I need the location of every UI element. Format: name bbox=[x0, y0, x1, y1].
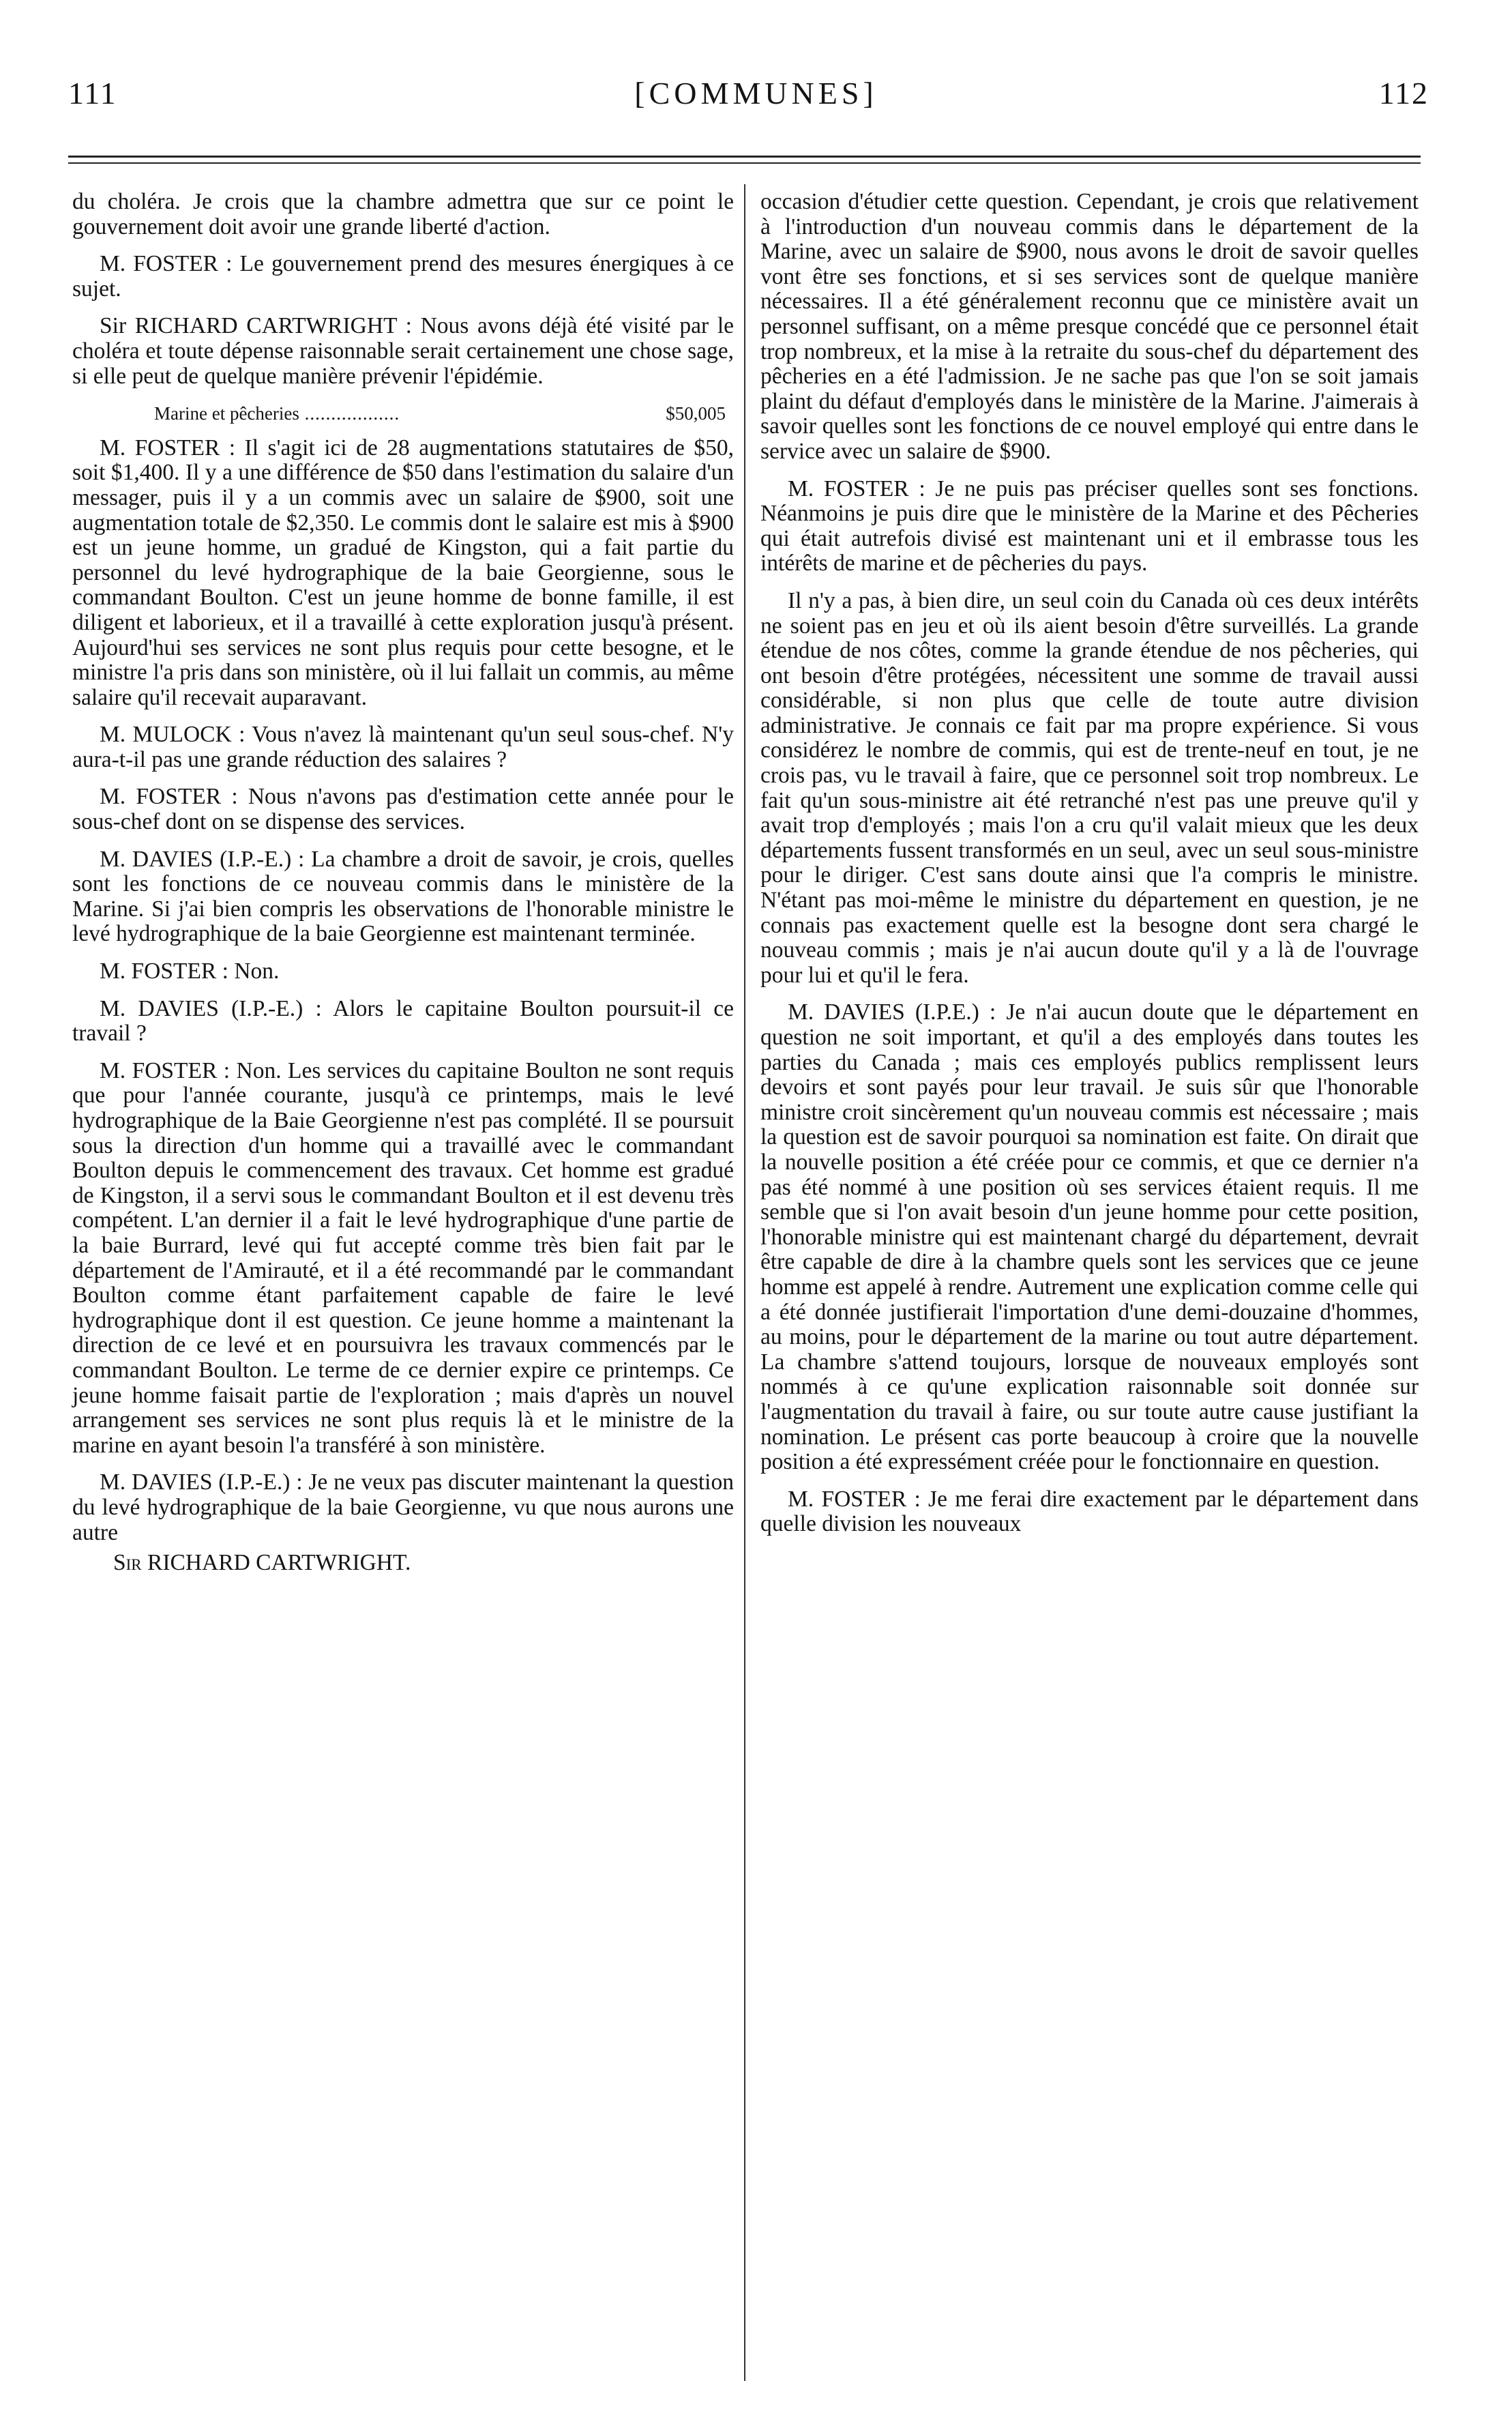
paragraph: M. DAVIES (I.P.E.) : Je n'ai aucun doute que le département en question ne soit important, et qu'il a des employés dans toutes les parties du Canada ; mais ces employés publics remplissent leurs devoirs et sont payés pour leur travail. Je suis sûr que l'honorable ministre croit sincèrement qu'un nouveau commis est nécessaire ; mais la question est de savoir pourquoi sa nomination est faite. On dirait que la nouvelle position a été créée pour ce commis, et que ce dernier n'a pas été nommé à une position où ses services étaient requis. Il me semble que si l'on avait besoin d'un jeune homme pour cette position, l'honorable ministre qui est maintenant chargé du département, devrait être capable de dire à la chambre quels sont les services que ce jeune homme est appelé à rendre. Autrement une explication comme celle qui a été donnée justifierait l'importation d'une demi-douzaine d'hommes, au moins, pour le département de la marine ou tout autre département. La chambre s'attend toujours, lorsque de nouveaux employés sont nommés à ce qu'une explication raisonnable soit donnée sur l'augmentation du travail à faire, ou sur toute autre cause justifiant la nomination. Le présent cas porte beaucoup à croire que la nouvelle position a été expressément créée pour le fonctionnaire en question. bbox=[760, 999, 1419, 1475]
paragraph: M. DAVIES (I.P.-E.) : Alors le capitaine Boulton poursuit-il ce travail ? bbox=[72, 995, 734, 1047]
page-header bbox=[0, 0, 1512, 164]
paragraph: Il n'y a pas, à bien dire, un seul coin du Canada où ces deux intérêts ne soient pas en jeu et où ils aient besoin d'être surveillés. La grande étendue de nos côtes, comme la grande étendue de nos pêcheries, qui ont besoin d'être protégées, nécessitent une somme de travail aussi considérable, si non plus que celle de toute autre division administrative. Je connais ce fait par ma propre expérience. Si vous considérez le nombre de commis, qui est de trente-neuf en tout, je ne crois pas, vu le travail à faire, que ce personnel soit trop nombreux. Le fait qu'un sous-ministre ait été retranché n'est pas une preuve qu'il y avait trop d'employés ; mais l'on a cru qu'il valait mieux que les deux départements fussent transformés en un seul, avec un seul sous-ministre pour le diriger. C'est sans doute ainsi que l'a compris le ministre. N'étant pas moi-même le ministre du département en question, je ne connais pas exactement quelle est la besogne dont sera chargé le nouveau commis ; mais je n'ai aucun doute qu'il y a là de l'ouvrage pour lui et qu'il le fera. bbox=[760, 587, 1419, 988]
estimate-item-amount: $50,005 bbox=[666, 403, 726, 424]
header-rule-top bbox=[68, 156, 1421, 158]
paragraph: M. FOSTER : Nous n'avons pas d'estimation cette année pour le sous-chef dont on se dispense des services. bbox=[72, 784, 734, 835]
paragraph: M. FOSTER : Je ne puis pas préciser quelles sont ses fonctions. Néanmoins je puis dire que le ministère de la Marine et des Pêcheries qui était autrefois divisé est maintenant uni et il embrasse tous les intérêts de marine et de pêcheries du pays. bbox=[760, 476, 1419, 576]
paragraph: M. DAVIES (I.P.-E.) : Je ne veux pas discuter maintenant la question du levé hydrographique de la baie Georgienne, vu que nous aurons une autre bbox=[72, 1469, 734, 1545]
header-rule-bottom bbox=[68, 162, 1421, 164]
paragraph: M. FOSTER : Non. bbox=[100, 959, 280, 984]
page-number-left: 111 bbox=[68, 76, 117, 111]
paragraph: M. FOSTER : Il s'agit ici de 28 augmentations statutaires de $50, soit $1,400. Il y a une différence de $50 dans l'estimation du salaire d'un messager, puis il y a un commis avec un salaire de $900, soit une augmentation totale de $2,350. Le commis dont le salaire est mis à $900 est un jeune homme, un gradué de Kingston, qui a fait partie du personnel du levé hydrographique de la baie Georgienne, sous le commandant Boulton. C'est un jeune homme de bonne famille, il est diligent et laborieux, et il a travaillé à cette exploration jusqu'à présent. Aujourd'hui ses services ne sont plus requis pour cette besogne, et le ministre l'a pris dans son ministère, où il lui fallait un commis, au même salaire qu'il recevait auparavant. bbox=[72, 435, 734, 710]
paragraph: M. FOSTER : Non. Les services du capitaine Boulton ne sont requis que pour l'année courante, jusqu'à ce printemps, mais le levé hydrographique de la Baie Georgienne n'est pas complété. Il se poursuit sous la direction d'un homme qui a travaillé avec le commandant Boulton depuis le commencement des travaux. Cet homme est gradué de Kingston, il a servi sous le commandant Boulton et il est devenu très compétent. L'an dernier il a fait le levé hydrographique d'une partie de la baie Burrard, levé qui fut accepté comme très bien fait par le département de l'Amirauté, et il a été recommandé par le commandant Boulton comme étant parfaitement capable de faire le levé hydrographique dont il est question. Ce jeune homme a maintenant la direction de ce levé et en poursuivra les travaux commencés par le commandant Boulton. Le terme de ce dernier expire ce printemps. Ce jeune homme faisait partie de l'exploration ; mais d'après un nouvel arrangement ses services ne sont plus requis là et le ministre de la marine en ayant besoin l'a transféré à son ministère. bbox=[72, 1057, 734, 1458]
right-column bbox=[760, 190, 1419, 1549]
estimate-item bbox=[72, 401, 734, 426]
paragraph: M. DAVIES (I.P.-E.) : La chambre a droit de savoir, je crois, quelles sont les fonctions de ce nouveau commis dans le ministère de la Marine. Si j'ai bien compris les observations de l'honorable ministre le levé hydrographique de la baie Georgienne est maintenant terminée. bbox=[72, 846, 734, 947]
paragraph: Sir RICHARD CARTWRIGHT : Nous avons déjà été visité par le choléra et toute dépense raisonnable serait certainement une chose sage, si elle peut de quelque manière prévenir l'épidémie. bbox=[72, 313, 734, 389]
paragraph: M. FOSTER : Je me ferai dire exactement par le département dans quelle division les nouveaux bbox=[760, 1486, 1419, 1537]
left-column bbox=[72, 190, 734, 1588]
column-divider bbox=[744, 184, 745, 2381]
page-number-right: 112 bbox=[1378, 76, 1429, 111]
signature-line: Sir RICHARD CARTWRIGHT. bbox=[113, 1550, 411, 1576]
estimate-item-label: Marine et pêcheries ..... bbox=[154, 401, 400, 426]
paragraph: M. FOSTER : Le gouvernement prend des mesures énergiques à ce sujet. bbox=[72, 251, 734, 302]
paragraph: occasion d'étudier cette question. Cependant, je crois que relativement à l'introduction d'un nouveau commis dans le département de la Marine, avec un salaire de $900, nous avons le droit de savoir quelles vont être ses fonctions, et si ses services sont de quelque manière nécessaires. Il a été généralement reconnu que ce ministère avait un personnel suffisant, on a même presque concédé que ce personnel était trop nombreux, et la mise à la retraite du sous-chef du département des pêcheries en a été l'admission. Je ne sache pas que l'on se soit jamais plaint du défaut d'employés dans le ministère de la Marine. J'aimerais à savoir quelles sont les fonctions de ce nouvel employé qui entre dans le service avec un salaire de $900. bbox=[760, 189, 1419, 464]
paragraph: du choléra. Je crois que la chambre admettra que sur ce point le gouvernement doit avoir une grande liberté d'action. bbox=[72, 189, 734, 239]
running-title: [COMMUNES] bbox=[634, 76, 878, 111]
paragraph: M. MULOCK : Vous n'avez là maintenant qu'un seul sous-chef. N'y aura-t-il pas une grande réduction des salaires ? bbox=[72, 722, 734, 772]
